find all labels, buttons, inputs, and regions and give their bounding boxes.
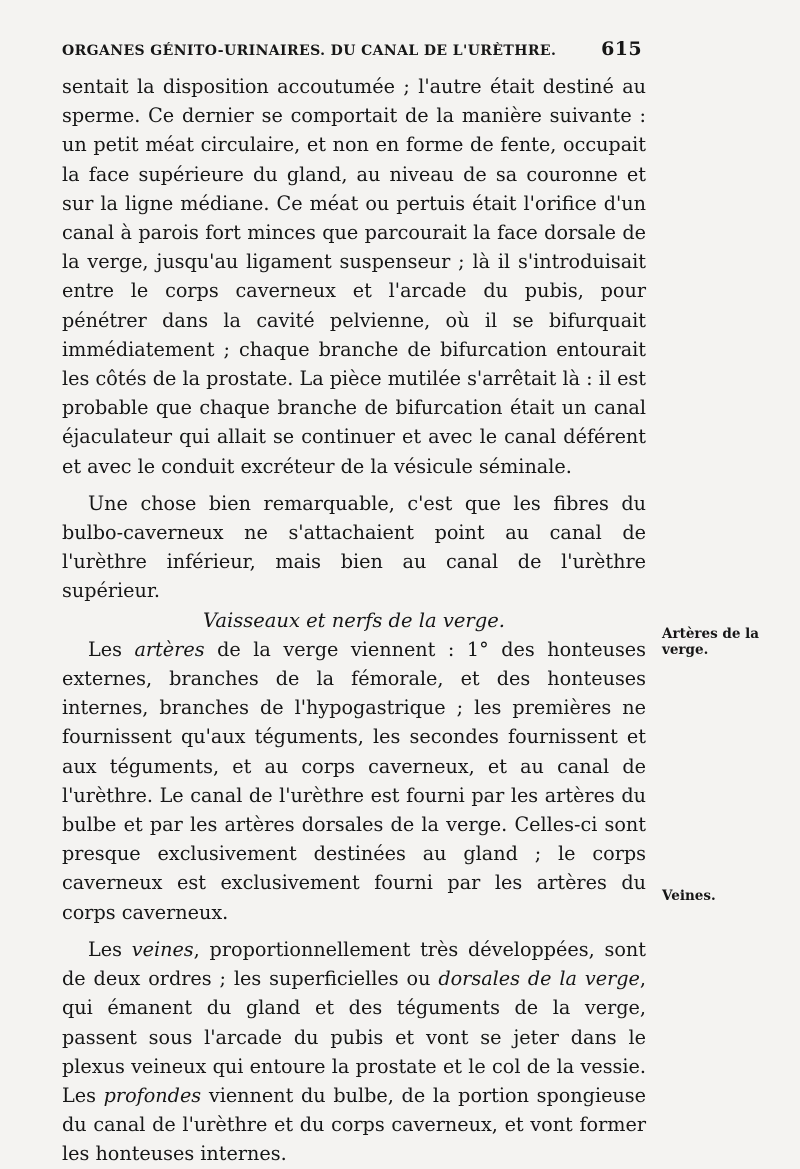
section-subheading: Vaisseaux et nerfs de la verge.: [203, 608, 505, 632]
italic-term-veines: veines: [131, 937, 194, 961]
text-run: Les: [88, 637, 135, 661]
text-run: de la verge viennent : 1° des honteuses externes, branches de la fémorale, et des honteuses internes, branches de l'hypogastrique ; les premières ne fournissent qu'aux téguments, les secondes fournissent et aux téguments, et au corps caverneux, et au canal de l'urèthre. Le canal de l'urèthre est fourni par les artères du bulbe et par les artères dorsales de la verge. Celles-ci sont presque exclusivement destinées au gland ; le corps caverneux est exclusivement fourni par les artères du corps caverneux.: [62, 637, 646, 924]
margin-note-veines: Veines.: [662, 888, 716, 904]
page-number: 615: [601, 38, 642, 60]
italic-term-profondes: profondes: [103, 1083, 202, 1107]
text-run: , qui émanent du gland et des téguments de la verge, passent sous l'arcade du pubis et vont se jeter dans le plexus veineux qui entoure la prostate et le col de la vessie. Les: [62, 967, 646, 1107]
margin-note-arteres: Artères de la verge.: [662, 626, 760, 658]
paragraph-arteres: [62, 635, 646, 927]
main-text-block: [62, 72, 646, 1169]
text-run: , proportionnellement très développées, sont de deux ordres ; les superficielles ou: [62, 937, 646, 991]
paragraph-bulbo-caverneux: Une chose bien remarquable, c'est que les fibres du bulbo-caverneux ne s'attachaient point au canal de l'urèthre inférieur, mais bien au canal de l'urèthre supérieur.: [62, 491, 646, 603]
paragraph-veines: [62, 935, 646, 1169]
text-run: viennent du bulbe, de la portion spongieuse du canal de l'urèthre et du corps caverneux, et vont former les honteuses internes.: [62, 1083, 646, 1166]
italic-term-arteres: artères: [134, 637, 205, 661]
paragraph-continuation: sentait la disposition accoutumée ; l'autre était destiné au sperme. Ce dernier se comportait de la manière suivante : un petit méat circulaire, et non en forme de fente, occupait la face supérieure du gland, au niveau de sa couronne et sur la ligne médiane. Ce méat ou pertuis était l'orifice d'un canal à parois fort minces que parcourait la face dorsale de la verge, jusqu'au ligament suspenseur ; là il s'introduisait entre le corps caverneux et l'arcade du pubis, pour pénétrer dans la cavité pelvienne, où il se bifurquait immédiatement ; chaque branche de bifurcation entourait les côtés de la prostate. La pièce mutilée s'arrêtait là : il est probable que chaque branche de bifurcation était un canal éjaculateur qui allait se continuer et avec le canal déférent et avec le conduit excréteur de la vésicule séminale.: [62, 75, 646, 478]
running-header: [62, 38, 642, 60]
italic-term-dorsales: dorsales de la verge: [438, 967, 640, 991]
text-run: Les: [88, 937, 132, 961]
running-title: ORGANES GÉNITO-URINAIRES. DU CANAL DE L'URÈTHRE.: [62, 43, 557, 59]
